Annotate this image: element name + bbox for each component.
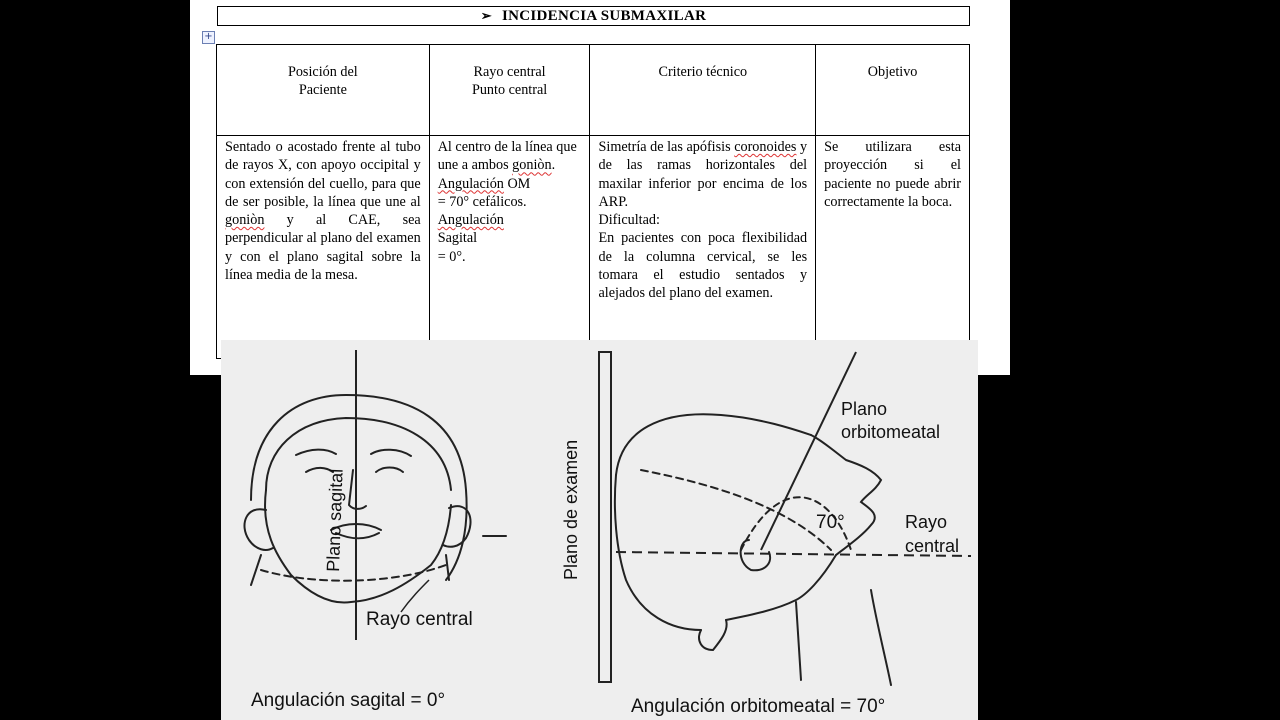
table-row [217, 136, 970, 359]
label-rayo-1: Rayo [905, 512, 948, 532]
label-plano-sagital: Plano sagital [323, 468, 347, 573]
frontal-head-drawing [244, 395, 506, 603]
spellcheck-word: goniòn [512, 157, 552, 174]
label-rayo-central-left: Rayo central [366, 609, 473, 630]
table-move-handle-icon[interactable]: + [202, 31, 215, 44]
caption-right: Angulación orbitomeatal = 70° [631, 696, 886, 717]
illustration-svg [221, 340, 978, 720]
header-cell-criterio: Criterio técnico [590, 45, 816, 136]
document-page [190, 0, 1010, 375]
section-title-text: INCIDENCIA SUBMAXILAR [501, 7, 707, 24]
label-plano-om-2: orbitomeatal [841, 422, 941, 442]
header-cell-posicion: Posición del Paciente [217, 45, 430, 136]
exam-plane-board [599, 352, 611, 682]
section-title [217, 6, 970, 26]
table-header-row [217, 45, 970, 136]
illustration [221, 340, 978, 720]
spellcheck-word: coronoides [734, 139, 797, 155]
info-table [216, 44, 970, 359]
label-plano-om-1: Plano [841, 399, 888, 419]
header-cell-objetivo: Objetivo [816, 45, 970, 136]
spellcheck-word: goniòn [225, 212, 265, 229]
lateral-head-drawing [615, 414, 891, 685]
arrow-bullet-icon: ➢ [480, 8, 492, 23]
cell-objetivo: Se utilizara esta proyección si el paciente no puede abrir correctamente la boca. [816, 136, 970, 359]
header-cell-rayo: Rayo central Punto central [429, 45, 590, 136]
label-rayo-2: central [905, 536, 960, 556]
cell-posicion: Sentado o acostado frente al tubo de rayos X, con apoyo occipital y con extensión del cuello, para que de ser posible, la línea que une al goniòn y al CAE, sea perpendicular al plano del examen y con el plano sagital sobre la línea media de la mesa. [217, 136, 430, 359]
cell-rayo: Al centro de la línea que une a ambos goniòn. Angulación OM = 70° cefálicos. Angulación Sagital = 0°. [429, 136, 590, 359]
label-plano-examen: Plano de examen [561, 439, 581, 580]
cell-criterio: Simetría de las apófisis coronoides y de las ramas horizontales del maxilar inferior por encima de los ARP. Dificultad: En pacientes con poca flexibilidad de la columna cervical, se les tomara el estudio sentados y alejados del plano del examen. [590, 136, 816, 359]
caption-left: Angulación sagital = 0° [251, 690, 446, 711]
label-angle: 70° [816, 512, 845, 533]
